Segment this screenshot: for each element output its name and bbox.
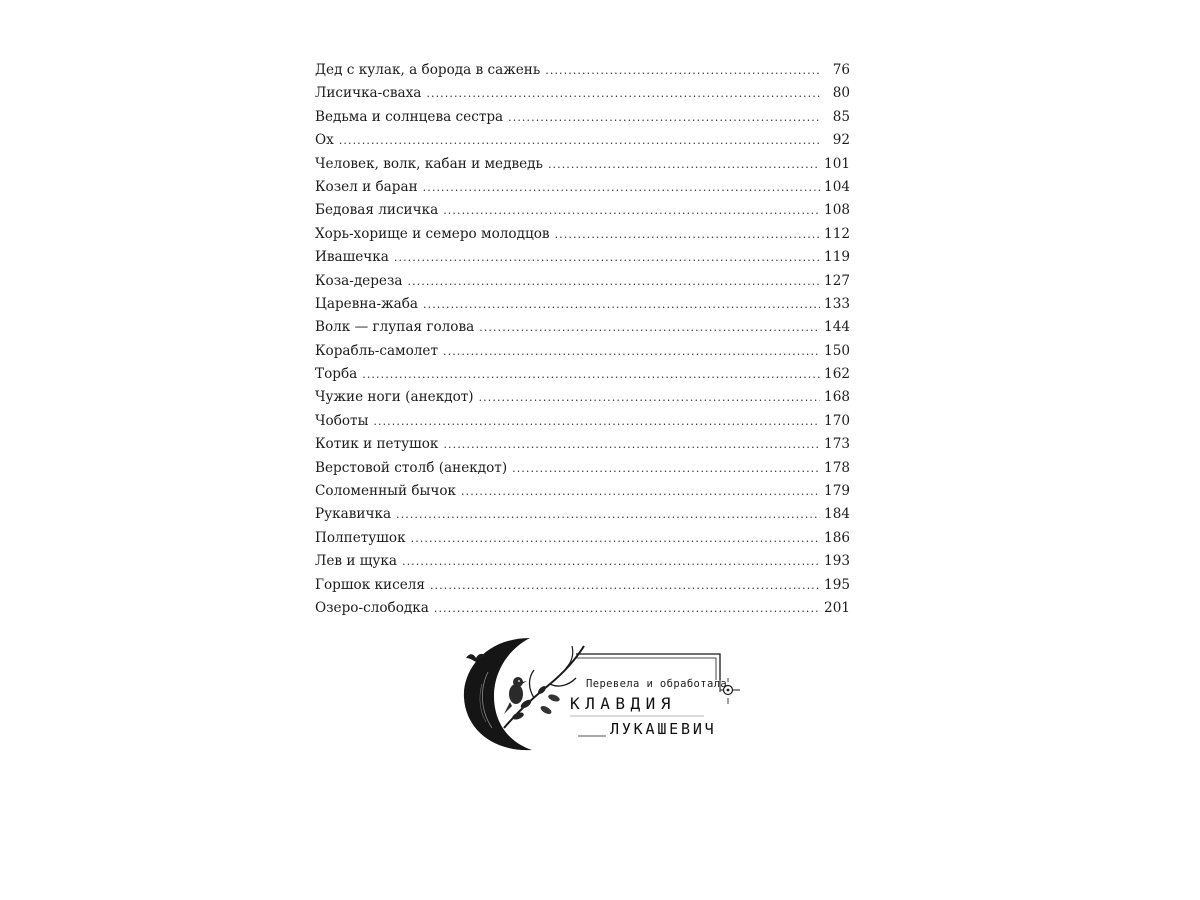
toc-entry-page-number: 201 (824, 599, 850, 616)
toc-entry-page-number: 92 (832, 132, 850, 149)
toc-entry-title: Торба (315, 366, 358, 383)
translator-credit-line: Перевела и обработала (586, 678, 728, 690)
toc-entry (315, 389, 850, 412)
toc-entry-title: Чоботы (315, 412, 369, 429)
toc-entry-page-number: 193 (824, 553, 850, 570)
toc-dot-leader (423, 298, 820, 311)
toc-entry (315, 460, 850, 483)
toc-dot-leader (545, 64, 820, 77)
toc-entry-page-number: 133 (824, 295, 850, 312)
toc-entry-page-number: 170 (824, 412, 850, 429)
toc-dot-leader (443, 204, 820, 217)
toc-entry-title: Лисичка-сваха (315, 85, 422, 102)
toc-entry (315, 249, 850, 272)
toc-entry-title: Ох (315, 132, 334, 149)
toc-entry-page-number: 186 (824, 529, 850, 546)
toc-entry-title: Хорь-хорище и семеро молодцов (315, 225, 550, 242)
toc-entry (315, 506, 850, 529)
toc-entry-title: Горшок киселя (315, 576, 425, 593)
toc-entry-title: Полпетушок (315, 529, 406, 546)
toc-entry-title: Озеро-слободка (315, 599, 429, 616)
toc-entry (315, 62, 850, 85)
toc-entry-page-number: 112 (824, 225, 850, 242)
toc-entry-title: Человек, волк, кабан и медведь (315, 155, 543, 172)
toc-entry-page-number: 144 (824, 319, 850, 336)
toc-dot-leader (423, 181, 820, 194)
toc-entry (315, 366, 850, 389)
toc-entry-page-number: 179 (824, 483, 850, 500)
toc-dot-leader (339, 134, 820, 147)
toc-dot-leader (443, 438, 820, 451)
toc-entry (315, 179, 850, 202)
toc-entry-page-number: 127 (824, 272, 850, 289)
toc-dot-leader (394, 251, 820, 264)
toc-dot-leader (479, 321, 820, 334)
table-of-contents (315, 62, 850, 623)
toc-entry (315, 296, 850, 319)
toc-entry (315, 436, 850, 459)
toc-entry-title: Ивашечка (315, 249, 389, 266)
toc-dot-leader (434, 602, 820, 615)
toc-entry-title: Козел и баран (315, 178, 418, 195)
toc-entry (315, 273, 850, 296)
toc-entry-page-number: 173 (824, 436, 850, 453)
toc-dot-leader (373, 415, 820, 428)
author-last-name: ЛУКАШЕВИЧ (610, 720, 717, 738)
toc-dot-leader (508, 111, 820, 124)
toc-entry (315, 319, 850, 342)
toc-entry-page-number: 80 (832, 85, 850, 102)
colophon-ornament (458, 632, 750, 754)
toc-dot-leader (555, 228, 820, 241)
toc-entry (315, 132, 850, 155)
toc-entry-page-number: 195 (824, 576, 850, 593)
author-first-name: КЛАВДИЯ (570, 694, 676, 713)
toc-entry (315, 577, 850, 600)
toc-dot-leader (411, 532, 820, 545)
toc-entry (315, 343, 850, 366)
toc-entry-page-number: 178 (824, 459, 850, 476)
toc-entry (315, 530, 850, 553)
toc-dot-leader (512, 462, 820, 475)
toc-entry-title: Верстовой столб (анекдот) (315, 459, 508, 476)
toc-dot-leader (362, 368, 820, 381)
toc-entry-title: Соломенный бычок (315, 483, 457, 500)
toc-entry-title: Волк — глупая голова (315, 319, 475, 336)
toc-dot-leader (426, 87, 820, 100)
toc-entry (315, 202, 850, 225)
toc-entry-title: Царевна-жаба (315, 295, 419, 312)
toc-entry-page-number: 104 (824, 178, 850, 195)
toc-entry-title: Ведьма и солнцева сестра (315, 108, 504, 125)
toc-dot-leader (430, 579, 820, 592)
toc-entry (315, 413, 850, 436)
toc-entry (315, 109, 850, 132)
toc-entry-page-number: 162 (824, 366, 850, 383)
toc-entry-title: Котик и петушок (315, 436, 439, 453)
toc-entry-page-number: 85 (832, 108, 850, 125)
toc-entry-page-number: 101 (824, 155, 850, 172)
toc-entry-page-number: 150 (824, 342, 850, 359)
toc-dot-leader (402, 555, 820, 568)
toc-entry-page-number: 108 (824, 202, 850, 219)
toc-entry-page-number: 168 (824, 389, 850, 406)
toc-entry (315, 483, 850, 506)
toc-dot-leader (548, 158, 820, 171)
toc-entry-page-number: 119 (824, 249, 850, 266)
toc-entry-title: Дед с кулак, а борода в сажень (315, 62, 541, 78)
toc-entry-page-number: 184 (824, 506, 850, 523)
toc-entry-title: Коза-дереза (315, 272, 403, 289)
toc-dot-leader (443, 345, 820, 358)
toc-entry-page-number: 76 (832, 62, 850, 78)
toc-entry (315, 226, 850, 249)
toc-dot-leader (396, 508, 820, 521)
toc-entry-title: Бедовая лисичка (315, 202, 439, 219)
toc-entry (315, 553, 850, 576)
toc-entry-title: Лев и щука (315, 553, 397, 570)
toc-entry-title: Чужие ноги (анекдот) (315, 389, 474, 406)
toc-dot-leader (461, 485, 820, 498)
toc-entry-title: Корабль-самолет (315, 342, 439, 359)
toc-entry (315, 600, 850, 623)
toc-entry-title: Рукавичка (315, 506, 392, 523)
toc-entry (315, 156, 850, 179)
toc-entry (315, 85, 850, 108)
toc-dot-leader (408, 275, 821, 288)
toc-dot-leader (479, 391, 820, 404)
